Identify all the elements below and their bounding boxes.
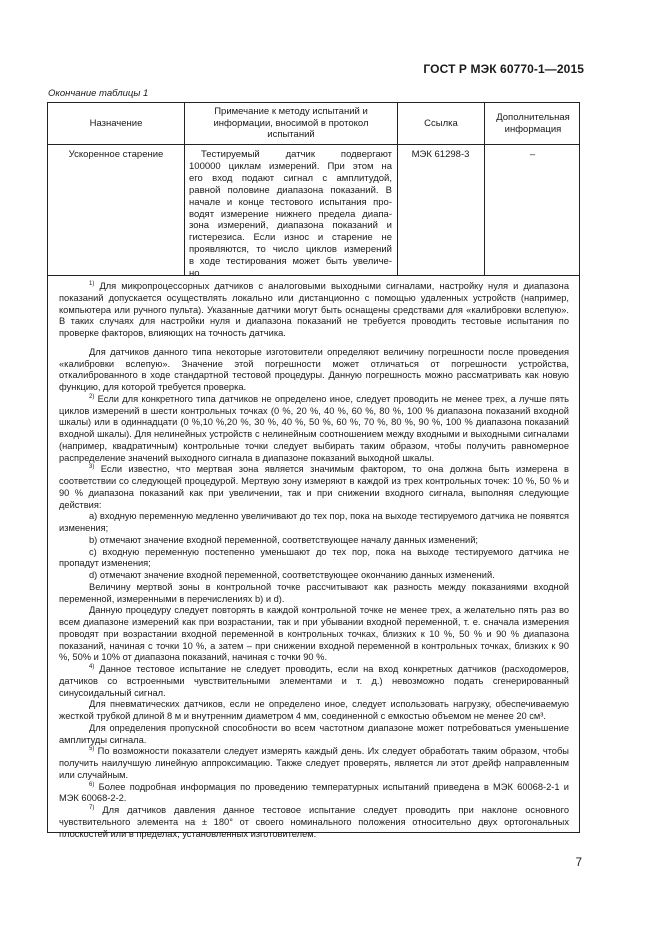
table-box — [47, 102, 580, 839]
page-number: 7 — [575, 857, 582, 869]
note-line: проявляются, то число циклов измерений — [189, 244, 392, 256]
column-header-extra: Дополнительная информация — [496, 112, 570, 135]
footnote-mark: 3) — [89, 464, 95, 471]
footnote-text: а) входную переменную медленно увеличивают до тех пор, пока на выходе тестируемого датчика не появятся изменения; — [59, 511, 569, 533]
note-line: гистерезиса. Если износ и старение не — [189, 232, 392, 244]
footnote-mark: 6) — [89, 781, 95, 788]
footnote-paragraph — [59, 605, 569, 664]
footnote-mark: 1) — [89, 281, 95, 287]
column-divider — [184, 103, 185, 275]
column-header-note: Примечание к методу испытаний и информации, вносимой в протокол испытаний — [213, 106, 369, 141]
note-line: Тестируемый датчик подвергают — [201, 149, 392, 160]
footnote-mark: 4) — [89, 664, 95, 670]
footnote-paragraph — [59, 547, 569, 571]
footnote-paragraph — [59, 699, 569, 723]
note-line: но — [189, 268, 200, 280]
footnote-paragraph — [59, 394, 569, 465]
cell-purpose: Ускоренное старение — [68, 149, 164, 160]
footnote-paragraph — [59, 723, 569, 747]
footnote-text: Для пневматических датчиков, если не определено иное, следует использовать нагрузку, обеспечиваемую жесткой трубкой длиной 8 м и внутренним диаметром 4 мм, соединенной с емкостью объемом не менее 20 см³. — [59, 699, 569, 721]
footnote-paragraph — [59, 782, 569, 806]
note-line: его вход подают сигнал с амплитудой, — [189, 172, 392, 184]
footnote-text: Величину мертвой зоны в контрольной точке рассчитывают как разность между показаниями входной переменной, измеренными в перечислениях b) и d). — [59, 581, 569, 604]
footnote-paragraph — [59, 805, 569, 840]
footnote-text: Данное тестовое испытание не следует проводить, если на вход конкретных датчиков (расходомеров, датчиков со встроенными чувствительными элементами и т. д.) невозможно подать сгенерированный синусоидальный сигнал. — [59, 664, 569, 698]
footnote-text: Данную процедуру следует повторять в каждой контрольной точке не менее трех, а желательно пять раз во всем диапазоне измерений как при возрастании, так и при убывании входной переменной, т. е. сначала измерения проводят при возрастании входной переменной в контрольных точках, близких к 10 %, 50 % и 90 % диапазона показаний, начиная с точки 10 %, а затем – при снижении входной переменной в контрольных точках, близких к 90 %, 50% и 10% от диапазона показаний, начиная с точки 90 %. — [59, 605, 569, 663]
footnote-text: Если для конкретного типа датчиков не определено иное, следует проводить не менее трех, а лучше пять циклов измерений в шести контрольных точках (0 %, 20 %, 40 %, 60 %, 80 %, 100 % диапазона показаний входной шкалы) или в одиннадцати (0 %,10 %,20 %, 30 %, 40 %, 50 %, 60 %, 70 %, 80 %, 90 %, 100 % диапазона показаний входной шкалы). Для нелинейных устройств с нелинейным соотношением между входными и выходными сигналами (например, квадратичным) контрольные точки следует выбирать таким образом, чтобы получить равномерное распределение значений выходного сигнала в диапазоне показаний выходной шкалы. — [59, 393, 569, 463]
column-header-purpose: Назначение — [89, 117, 143, 129]
footnote-paragraph — [59, 464, 569, 511]
footnote-text: Для датчиков давления данное тестовое испытание следует проводить при наклоне основного чувствительного элемента на ± 180° от своего номинального положения относительно двух ортогональных плоскостей или в пределах, установленных изготовителем. — [59, 805, 569, 839]
cell-note — [189, 149, 392, 280]
footnotes — [59, 281, 569, 840]
footnote-text: По возможности показатели следует измерять каждый день. Их следует обработать таким образом, чтобы получить наилучшую линейную аппроксимацию. Также следует проверять, является ли этот дрейф направленным или случайным. — [59, 746, 569, 780]
standard-header: ГОСТ Р МЭК 60770-1—2015 — [423, 62, 584, 76]
footnote-mark: 5) — [89, 746, 95, 753]
footnote-mark: 2) — [89, 393, 95, 400]
footnote-paragraph — [59, 746, 569, 781]
footnote-paragraph — [59, 664, 569, 699]
note-line: начале и конце тестового испытания про- — [189, 196, 392, 208]
note-line: равной половине диапазона показаний. В — [189, 184, 392, 196]
footnote-text: b) отмечают значение входной переменной, соответствующее началу данных изменений; — [89, 534, 478, 545]
footnote-paragraph — [59, 570, 569, 582]
footnote-paragraph — [59, 281, 569, 340]
footnote-paragraph — [59, 535, 569, 547]
header-divider — [48, 144, 579, 145]
footnote-paragraph — [59, 511, 569, 535]
footnote-text: Для определения пропускной способности во всем частотном диапазоне может потребоваться уменьшение амплитуды сигнала. — [59, 722, 569, 745]
footnote-text: Для микропроцессорных датчиков с аналоговыми выходными сигналами, настройку нуля и диапазона показаний допускается осуществлять локально или дистанционно с помощью удаленных устройств (например, компьютера или ручного пульта). Указанные датчики могут быть оснащены средствами для «калибровки вслепую». В таких случаях для настройки нуля и диапазона показаний не требуется проводить тестовые испытания по проверке факторов, влияющих на точность датчика. — [59, 281, 569, 338]
footnote-text: Более подробная информация по проведению температурных испытаний приведена в МЭК 60068-2-1 и МЭК 60068-2-2. — [59, 781, 570, 804]
footnote-mark: 7) — [89, 805, 95, 811]
cell-reference: МЭК 61298-3 — [411, 149, 470, 160]
note-line: водят измерение нижнего предела диапа- — [189, 208, 392, 220]
cell-extra: – — [529, 149, 536, 160]
footnote-paragraph — [59, 582, 569, 606]
footnote-text: c) входную переменную постепенно уменьшают до тех пор, пока на выходе тестируемого датчика не пропадут изменения; — [59, 546, 569, 569]
footnote-text: Если известно, что мертвая зона является значимым фактором, то она должна быть измерена в соответствии со следующей процедурой. Мертвую зону измеряют в каждой из трех контрольных точек: 10 %, 50 % и 90 % диапазона показаний как при увеличении, так и при снижении входного сигнала, выполняя следующие действия: — [59, 464, 569, 510]
note-line: 100000 циклам измерений. При этом на — [189, 160, 392, 172]
footnote-paragraph — [59, 347, 569, 394]
note-line: в ходе тестирования может быть увеличе- — [189, 256, 392, 268]
column-header-reference: Ссылка — [424, 117, 458, 129]
footnote-text: d) отмечают значение входной переменной, соответствующее окончанию данных изменений. — [89, 570, 495, 580]
footnote-text: Для датчиков данного типа некоторые изготовители определяют величину погрешности после проведения «калибровки вслепую». Значение этой погрешности может отличаться от погрешности устройства, откалиброванного в ходе стандартной тестовой процедуры. Данную погрешность можно рассматривать как новую функцию, для которой требуется проверка. — [59, 346, 569, 392]
column-divider — [484, 103, 485, 275]
note-line: зона измерений, диапазона показаний и — [189, 220, 392, 232]
table-caption: Окончание таблицы 1 — [48, 88, 149, 99]
